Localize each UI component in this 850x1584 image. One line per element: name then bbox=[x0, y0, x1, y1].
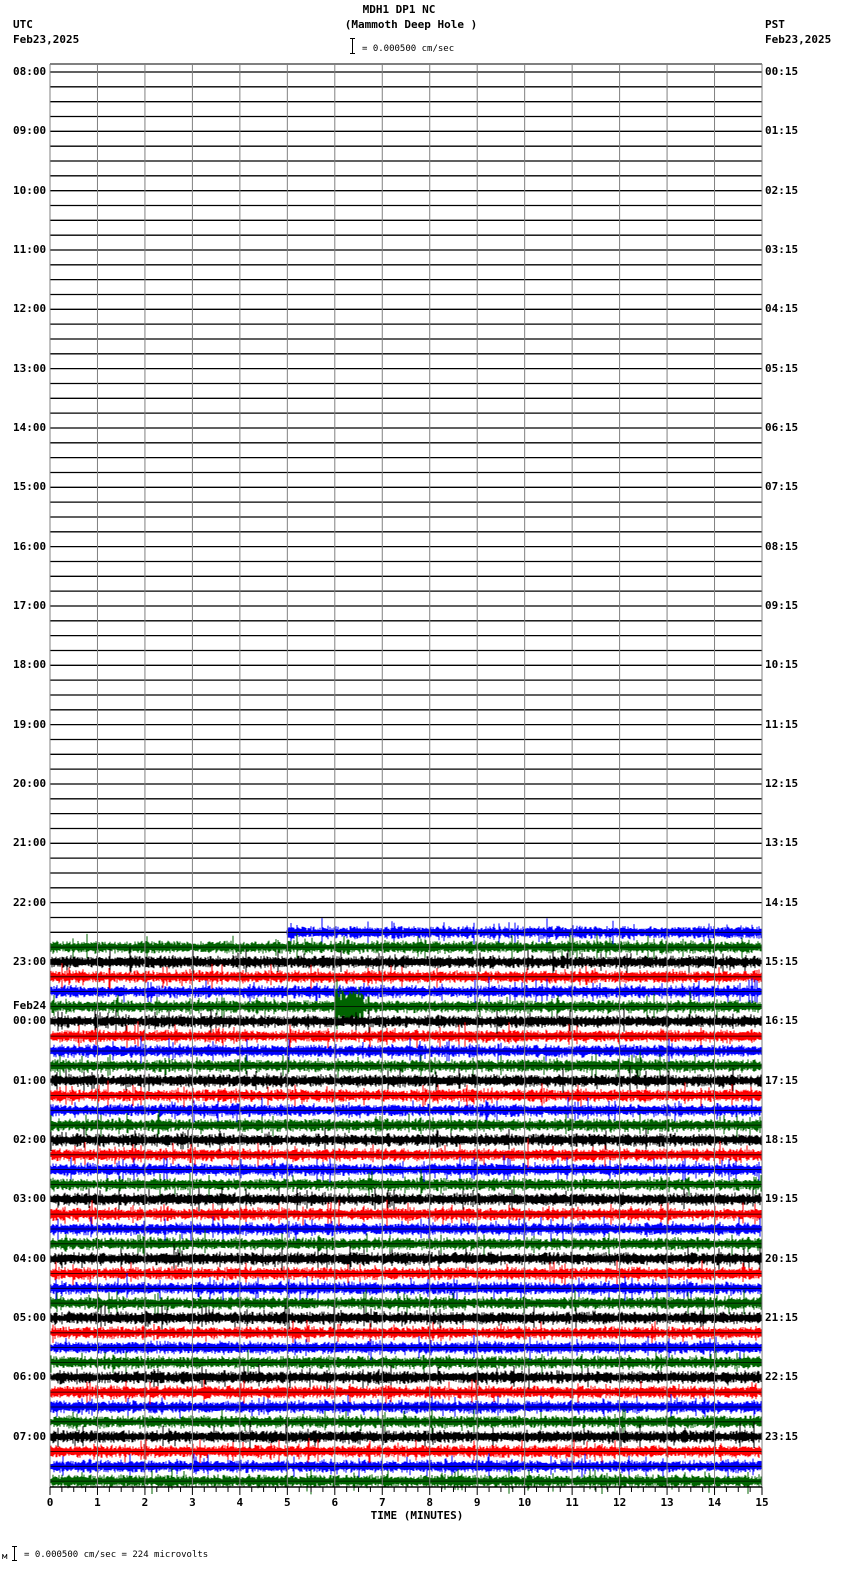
x-tick-label: 7 bbox=[378, 1496, 386, 1509]
x-tick-label: 5 bbox=[284, 1496, 291, 1509]
left-hour-label: 08:00 bbox=[13, 65, 47, 78]
x-tick-label: 4 bbox=[236, 1496, 244, 1509]
right-hour-label: 09:15 bbox=[765, 598, 799, 612]
x-tick-label: 9 bbox=[473, 1496, 481, 1509]
left-hour-label: 03:00 bbox=[13, 1192, 47, 1206]
left-hour-label: 01:00 bbox=[13, 1073, 47, 1087]
x-tick-label: 3 bbox=[189, 1496, 196, 1509]
x-tick-label: 1 bbox=[94, 1496, 101, 1509]
x-tick-label: 13 bbox=[660, 1496, 674, 1509]
left-hour-label: 23:00 bbox=[13, 954, 47, 968]
left-hour-label: 13:00 bbox=[13, 361, 47, 375]
x-tick-label: 15 bbox=[755, 1496, 769, 1509]
right-hour-label: 18:15 bbox=[765, 1132, 799, 1146]
left-hour-label: 00:00 bbox=[13, 1014, 47, 1028]
footer-mark: м bbox=[2, 1552, 8, 1562]
x-tick-label: 12 bbox=[612, 1496, 627, 1509]
right-hour-label: 15:15 bbox=[765, 954, 799, 968]
right-hour-label: 17:15 bbox=[765, 1073, 799, 1087]
right-hour-label: 20:15 bbox=[765, 1251, 799, 1265]
right-hour-label: 05:15 bbox=[765, 361, 799, 375]
station-title: MDH1 DP1 NC bbox=[362, 3, 436, 16]
left-hour-label: 18:00 bbox=[13, 658, 47, 672]
right-hour-label: 02:15 bbox=[765, 183, 799, 197]
right-date: Feb23,2025 bbox=[765, 33, 832, 46]
x-tick-label: 6 bbox=[331, 1496, 339, 1509]
x-tick-label: 8 bbox=[426, 1496, 434, 1509]
left-date: Feb23,2025 bbox=[13, 33, 80, 46]
x-tick-label: 11 bbox=[565, 1496, 579, 1509]
x-tick-label: 10 bbox=[518, 1496, 532, 1509]
right-hour-label: 14:15 bbox=[765, 895, 799, 909]
right-hour-label: 01:15 bbox=[765, 124, 799, 138]
right-hour-label: 21:15 bbox=[765, 1310, 799, 1324]
left-hour-label: 05:00 bbox=[13, 1310, 47, 1324]
scale-text: = 0.000500 cm/sec bbox=[362, 44, 455, 54]
right-hour-label: 00:15 bbox=[765, 65, 799, 78]
right-hour-label: 11:15 bbox=[765, 717, 799, 731]
footer-scale-note: = 0.000500 cm/sec = 224 microvolts bbox=[24, 1550, 209, 1560]
right-hour-label: 12:15 bbox=[765, 776, 799, 790]
left-hour-label: 09:00 bbox=[13, 124, 47, 138]
left-hour-label: 14:00 bbox=[13, 420, 47, 434]
left-hour-label: 11:00 bbox=[13, 242, 47, 256]
date-change-label: Feb24 bbox=[13, 999, 47, 1013]
x-tick-label: 0 bbox=[46, 1496, 54, 1509]
right-hour-label: 06:15 bbox=[765, 420, 799, 434]
left-timezone: UTC bbox=[13, 18, 33, 31]
right-hour-label: 13:15 bbox=[765, 836, 799, 850]
right-hour-label: 03:15 bbox=[765, 242, 799, 256]
left-hour-label: 02:00 bbox=[13, 1132, 47, 1146]
x-tick-label: 2 bbox=[141, 1496, 149, 1509]
right-timezone: PST bbox=[765, 18, 785, 31]
x-axis-title: TIME (MINUTES) bbox=[370, 1509, 464, 1522]
right-hour-label: 22:15 bbox=[765, 1370, 799, 1384]
x-tick-label: 14 bbox=[707, 1496, 722, 1509]
station-location: (Mammoth Deep Hole ) bbox=[344, 18, 478, 31]
right-hour-label: 07:15 bbox=[765, 480, 799, 494]
right-hour-label: 23:15 bbox=[765, 1429, 799, 1443]
left-hour-label: 06:00 bbox=[13, 1370, 47, 1384]
footer-scale-bar-icon bbox=[12, 1546, 17, 1561]
left-hour-label: 22:00 bbox=[13, 895, 47, 909]
left-hour-label: 12:00 bbox=[13, 302, 47, 316]
right-hour-label: 19:15 bbox=[765, 1192, 799, 1206]
left-hour-label: 07:00 bbox=[13, 1429, 47, 1443]
right-hour-label: 16:15 bbox=[765, 1014, 799, 1028]
right-hour-label: 10:15 bbox=[765, 658, 799, 672]
right-hour-label: 04:15 bbox=[765, 302, 799, 316]
left-hour-label: 19:00 bbox=[13, 717, 47, 731]
left-hour-label: 15:00 bbox=[13, 480, 47, 494]
left-hour-label: 16:00 bbox=[13, 539, 47, 553]
right-hour-label: 08:15 bbox=[765, 539, 799, 553]
left-hour-label: 04:00 bbox=[13, 1251, 47, 1265]
left-hour-label: 20:00 bbox=[13, 776, 47, 790]
left-hour-label: 21:00 bbox=[13, 836, 47, 850]
left-hour-label: 17:00 bbox=[13, 598, 47, 612]
left-hour-label: 10:00 bbox=[13, 183, 47, 197]
